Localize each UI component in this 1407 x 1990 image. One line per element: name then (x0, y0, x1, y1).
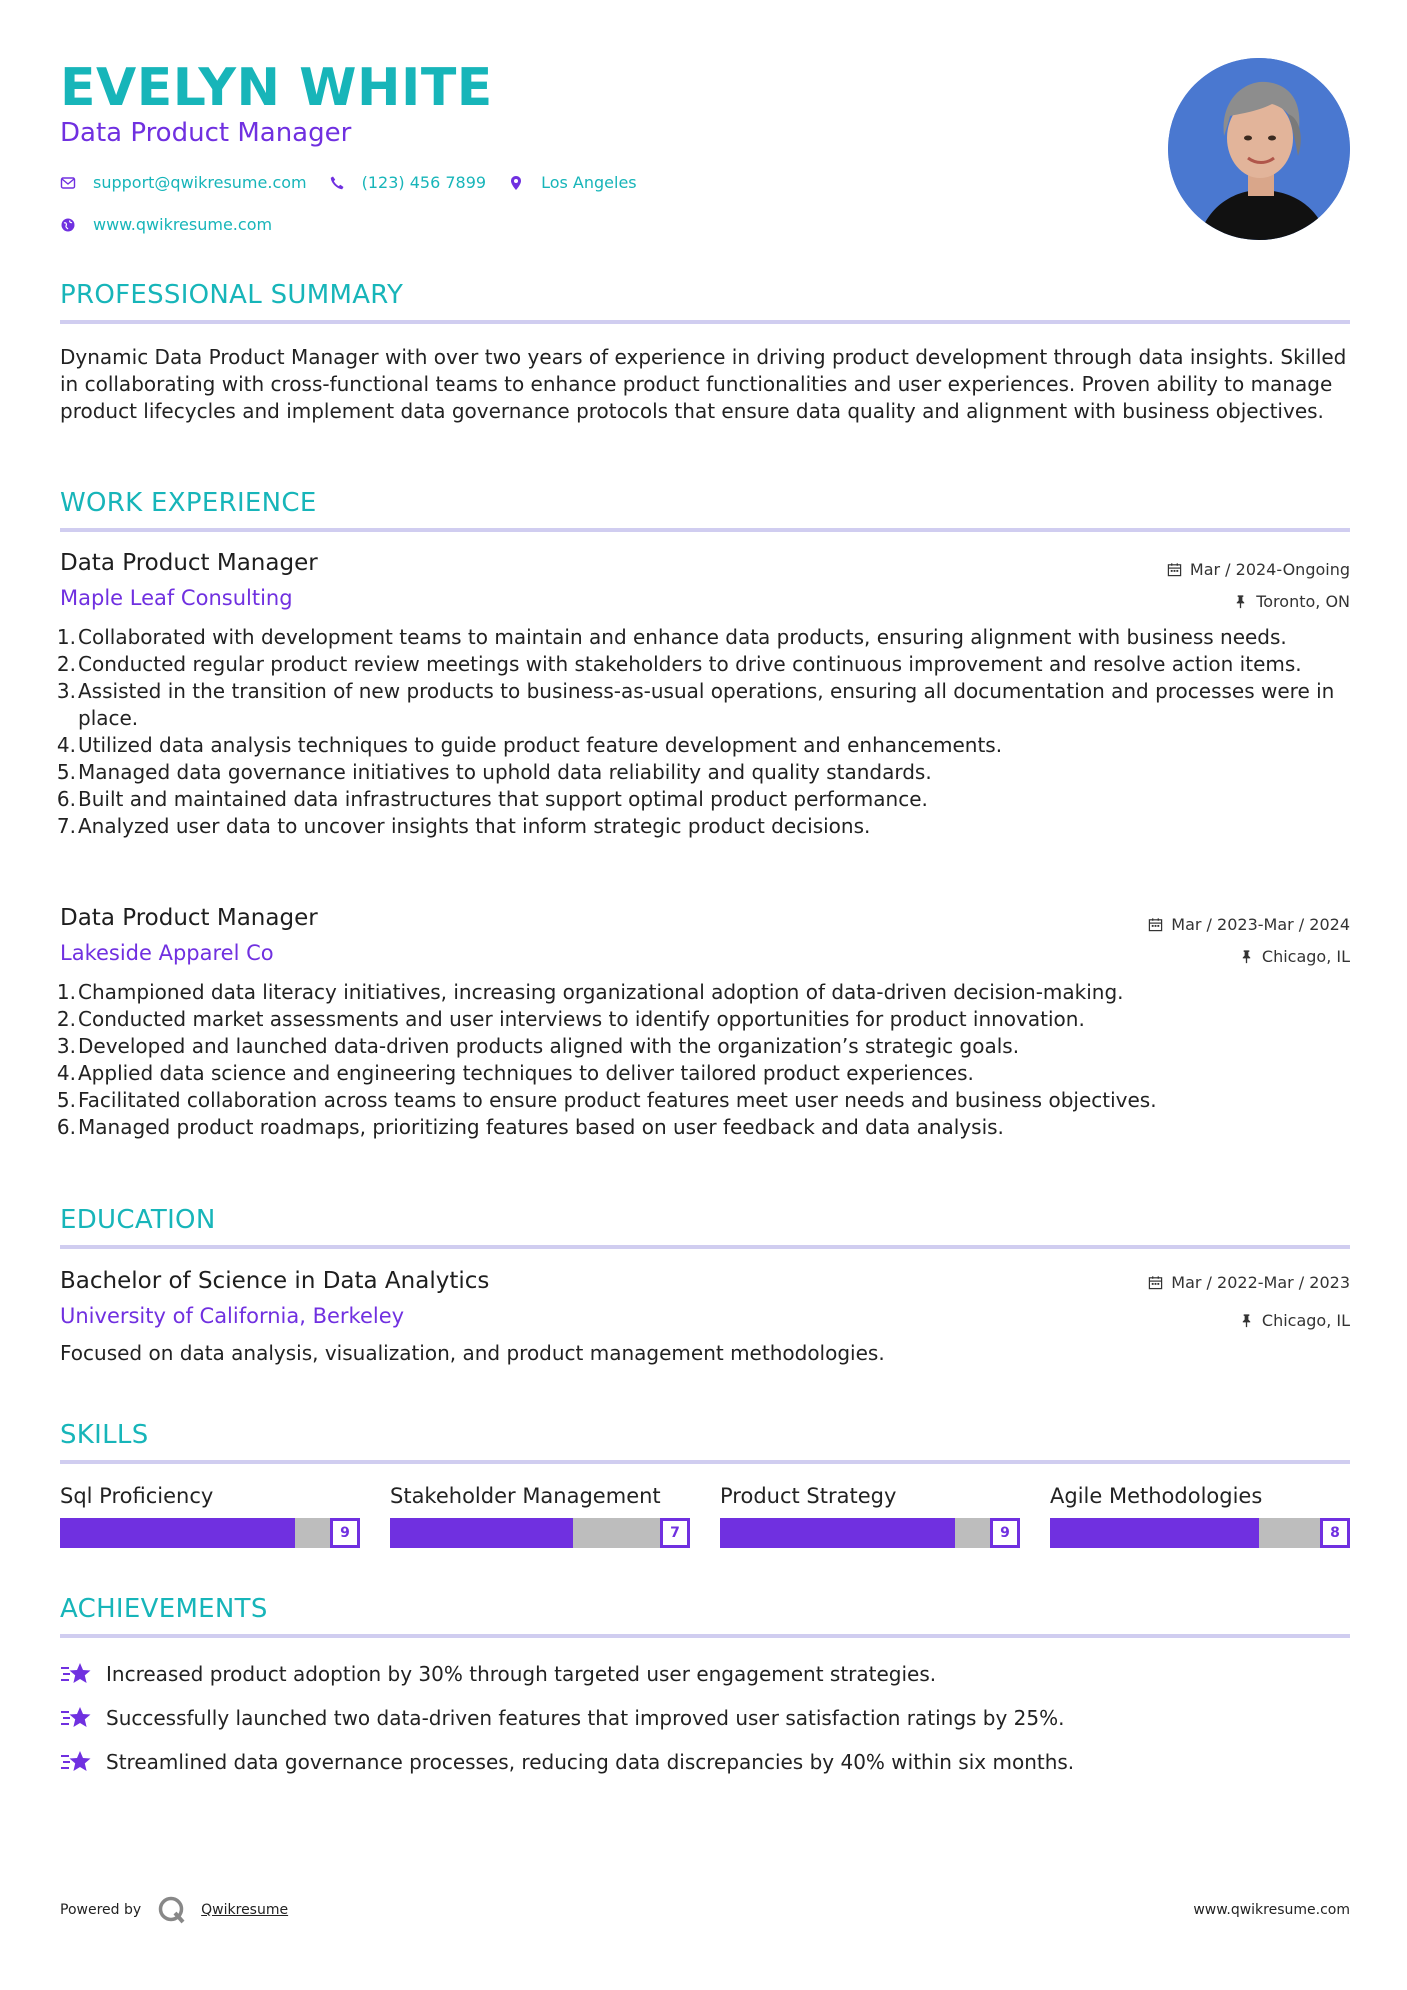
list-item: Streamlined data governance processes, reducing data discrepancies by 40% within six months. (60, 1740, 1350, 1784)
skills-section (60, 1420, 1350, 1548)
job-title: Data Product Manager (60, 905, 318, 931)
skill-level-badge: 7 (660, 1518, 690, 1548)
job-location (1148, 945, 1350, 967)
calendar-icon (1167, 562, 1182, 577)
skill-level-fill (720, 1518, 955, 1548)
section-divider (60, 320, 1350, 324)
list-item: 3. Assisted in the transition of new products to business-as-usual operations, ensuring all documentation and processes were in place. (56, 679, 1335, 730)
education-description: Focused on data analysis, visualization, and product management methodologies. (60, 1341, 885, 1365)
skill-level-fill (60, 1518, 295, 1548)
education-meta (1148, 1271, 1350, 1341)
footer-website-link[interactable]: www.qwikresume.com (1193, 1902, 1350, 1918)
skill-item (1050, 1484, 1350, 1548)
list-item: 4. Utilized data analysis techniques to guide product feature development and enhancements. (56, 733, 1003, 757)
skill-item (720, 1484, 1020, 1548)
section-title-summary: PROFESSIONAL SUMMARY (60, 280, 404, 310)
list-item: 1. Collaborated with development teams to maintain and enhance data products, ensuring alignment with business needs. (56, 625, 1287, 649)
skill-item (60, 1484, 360, 1548)
summary-text: Dynamic Data Product Manager with over two years of experience in driving product development through data insights. Skilled in collaborating with cross-functional teams to enhance product functionalities and user experiences. Proven ability to manage product lifecycles and implement data governance protocols that ensure data quality and alignment with business objectives. (60, 345, 1347, 423)
section-title-achievements: ACHIEVEMENTS (60, 1594, 268, 1624)
candidate-role: Data Product Manager (60, 118, 352, 148)
section-divider (60, 1245, 1350, 1249)
school-name: University of California, Berkeley (60, 1304, 405, 1328)
list-item: 5. Managed data governance initiatives to uphold data reliability and quality standards. (56, 760, 932, 784)
section-title-skills: SKILLS (60, 1420, 149, 1450)
job-entry (56, 905, 1350, 1141)
calendar-icon (1148, 1275, 1163, 1290)
experience-section (60, 488, 1350, 532)
section-title-education: EDUCATION (60, 1205, 216, 1235)
list-item: 3. Developed and launched data-driven products aligned with the organization’s strategic goals. (56, 1034, 1020, 1058)
education-date (1148, 1271, 1350, 1293)
job-date (1167, 558, 1350, 580)
candidate-name: EVELYN WHITE (60, 58, 493, 118)
phone-text: (123) 456 7899 (361, 173, 487, 192)
shooting-star-icon (60, 1660, 92, 1688)
skill-level-bar (720, 1518, 1020, 1548)
skill-name: Sql Proficiency (60, 1484, 214, 1508)
skills-list (60, 1484, 1350, 1548)
job-bullets (56, 979, 1350, 1141)
job-location (1167, 590, 1350, 612)
contact-row-primary (60, 173, 659, 192)
list-item: 2. Conducted market assessments and user interviews to identify opportunities for product innovation. (56, 1007, 1085, 1031)
skill-level-badge: 9 (990, 1518, 1020, 1548)
pushpin-icon (1239, 1313, 1254, 1328)
education-location-text: Chicago, IL (1261, 1310, 1350, 1330)
shooting-star-icon (60, 1704, 92, 1732)
contact-website[interactable] (60, 215, 272, 234)
list-item: 7. Analyzed user data to uncover insights that inform strategic product decisions. (56, 814, 871, 838)
job-company: Maple Leaf Consulting (60, 586, 293, 610)
skill-level-badge: 8 (1320, 1518, 1350, 1548)
contact-email[interactable] (60, 173, 307, 192)
shooting-star-icon (60, 1748, 92, 1776)
degree-title: Bachelor of Science in Data Analytics (60, 1268, 490, 1294)
pushpin-icon (1239, 949, 1254, 964)
powered-by-text: Powered by (60, 1902, 142, 1918)
list-item: 6. Managed product roadmaps, prioritizing features based on user feedback and data analysis. (56, 1115, 1004, 1139)
section-divider (60, 1460, 1350, 1464)
list-item: Successfully launched two data-driven features that improved user satisfaction ratings by 25%. (60, 1696, 1350, 1740)
list-item: 2. Conducted regular product review meetings with stakeholders to drive continuous improvement and resolve action items. (56, 652, 1302, 676)
skill-name: Agile Methodologies (1050, 1484, 1263, 1508)
skill-name: Stakeholder Management (390, 1484, 661, 1508)
list-item: 5. Facilitated collaboration across teams to ensure product features meet user needs and business objectives. (56, 1088, 1157, 1112)
contact-phone[interactable] (329, 173, 486, 192)
skill-level-fill (1050, 1518, 1259, 1548)
skill-level-fill (390, 1518, 573, 1548)
job-date-text: Mar / 2023-Mar / 2024 (1171, 914, 1350, 934)
skill-level-bar (60, 1518, 360, 1548)
achievements-list (60, 1652, 1350, 1784)
education-section (60, 1205, 1350, 1249)
section-title-experience: WORK EXPERIENCE (60, 488, 317, 518)
profile-photo (1168, 58, 1350, 240)
calendar-icon (1148, 917, 1163, 932)
skill-level-bar (390, 1518, 690, 1548)
education-location (1148, 1309, 1350, 1331)
footer (60, 1895, 1350, 1925)
list-item: 6. Built and maintained data infrastructures that support optimal product performance. (56, 787, 928, 811)
map-pin-icon (508, 175, 524, 191)
skill-name: Product Strategy (720, 1484, 897, 1508)
skill-level-bar (1050, 1518, 1350, 1548)
contact-row-secondary (60, 215, 294, 234)
job-bullets (56, 624, 1350, 840)
job-date-text: Mar / 2024-Ongoing (1189, 559, 1350, 579)
job-company: Lakeside Apparel Co (60, 941, 274, 965)
job-meta (1167, 558, 1350, 622)
contact-location (508, 173, 637, 192)
qwikresume-logo-icon (157, 1895, 187, 1925)
section-divider (60, 528, 1350, 532)
job-location-text: Chicago, IL (1261, 946, 1350, 966)
job-meta (1148, 913, 1350, 977)
email-text: support@qwikresume.com (93, 173, 307, 192)
section-divider (60, 1634, 1350, 1638)
list-item: 1. Championed data literacy initiatives, increasing organizational adoption of data-driven decision-making. (56, 980, 1124, 1004)
globe-icon (60, 217, 76, 233)
skill-level-badge: 9 (330, 1518, 360, 1548)
job-title: Data Product Manager (60, 550, 318, 576)
footer-powered-by (60, 1895, 288, 1925)
education-date-text: Mar / 2022-Mar / 2023 (1171, 1272, 1350, 1292)
list-item: 4. Applied data science and engineering techniques to deliver tailored product experiences. (56, 1061, 974, 1085)
job-date (1148, 913, 1350, 935)
footer-brand-link[interactable]: Qwikresume (201, 1902, 289, 1918)
envelope-icon (60, 175, 76, 191)
summary-section (60, 280, 1350, 425)
job-location-text: Toronto, ON (1256, 591, 1350, 611)
skill-item (390, 1484, 690, 1548)
list-item: Increased product adoption by 30% through targeted user engagement strategies. (60, 1652, 1350, 1696)
job-entry (56, 550, 1350, 840)
pushpin-icon (1233, 594, 1248, 609)
achievements-section (60, 1594, 1350, 1784)
phone-icon (329, 175, 345, 191)
location-text: Los Angeles (541, 173, 637, 192)
website-text: www.qwikresume.com (93, 215, 273, 234)
education-entry (60, 1268, 1350, 1367)
